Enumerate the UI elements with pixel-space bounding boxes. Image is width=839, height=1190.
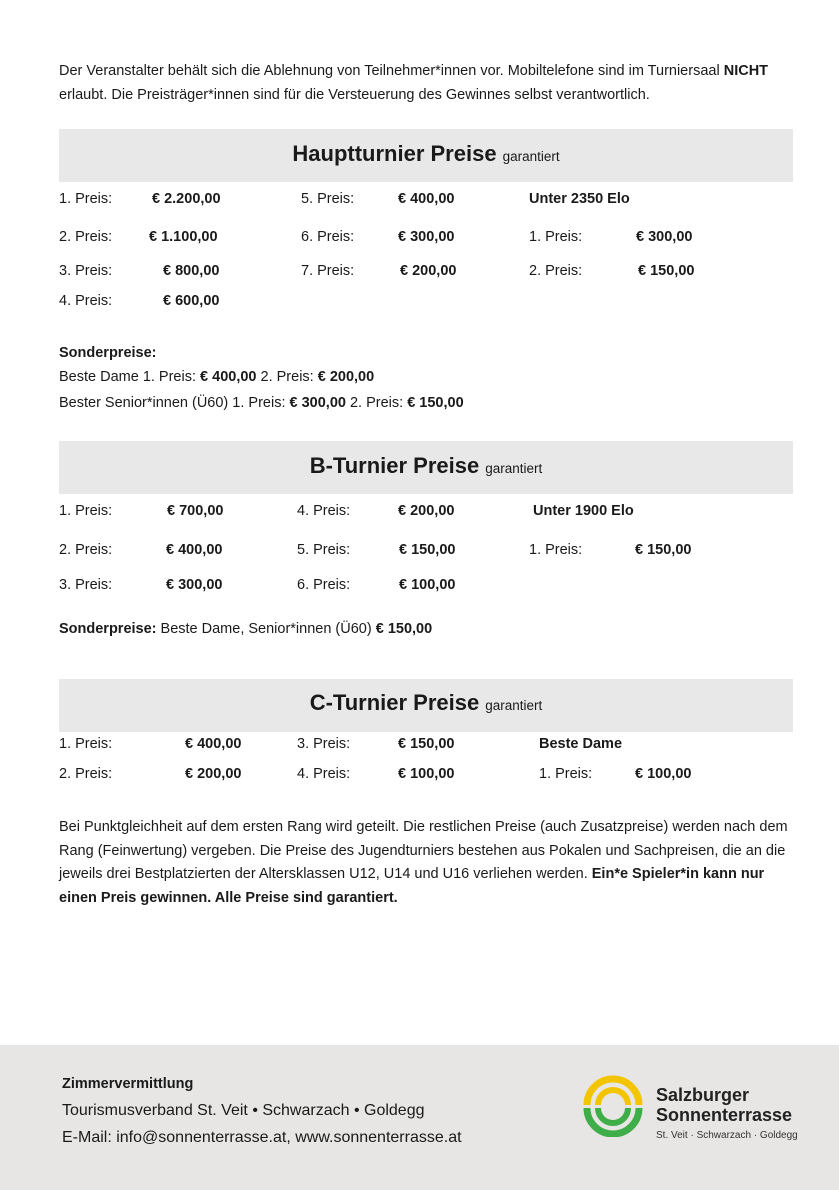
b-prize-4-label: 4. Preis:: [297, 503, 351, 519]
hauptturnier-guaranteed: garantiert: [502, 149, 560, 164]
bturnier-header: [59, 441, 793, 494]
footer: [0, 1045, 839, 1190]
cturnier-header: [59, 679, 793, 732]
rules-text: Bei Punktgleichheit auf dem ersten Rang wird geteilt. Die restlichen Preise (auch Zusatzpreise) werden nach dem Rang (Feinwertung) vergeben. Die Preise des Jugendturniers bestehen aus Pokalen und Sachpreisen, die an die jeweils drei Bestplatzierten der Altersklassen U12, U14 und U16 verliehen werden.: [59, 819, 788, 882]
b-prize-2-amount: € 400,00: [166, 542, 223, 558]
haupt-prize-2-amount: € 1.100,00: [149, 229, 218, 245]
b-elo-header: Unter 1900 Elo: [533, 503, 634, 519]
intro-text-2: erlaubt. Die Preisträger*innen sind für die Versteuerung des Gewinnes selbst verantwortlich.: [59, 86, 650, 103]
haupt-prize-3-label: 3. Preis:: [59, 263, 113, 279]
c-dame-prize-1-amount: € 100,00: [635, 766, 692, 782]
b-prize-3-label: 3. Preis:: [59, 577, 113, 593]
c-prize-3-amount: € 150,00: [398, 736, 455, 752]
haupt-special-senior-b: € 300,00: [289, 395, 346, 411]
footer-heading: Zimmervermittlung: [62, 1076, 194, 1092]
haupt-elo-header: Unter 2350 Elo: [529, 191, 630, 207]
b-prize-1-label: 1. Preis:: [59, 503, 113, 519]
hauptturnier-header: [59, 129, 793, 182]
c-prize-4-label: 4. Preis:: [297, 766, 351, 782]
b-special-line: [59, 618, 432, 642]
b-prize-4-amount: € 200,00: [398, 503, 455, 519]
haupt-special-dame-a: Beste Dame 1. Preis:: [59, 369, 201, 385]
rules-paragraph: [59, 816, 799, 910]
b-special-title: Sonderpreise:: [59, 621, 157, 637]
intro-text-bold: NICHT: [723, 63, 769, 79]
haupt-prize-5-label: 5. Preis:: [301, 191, 355, 207]
bturnier-title: B-Turnier Preise: [309, 453, 480, 478]
cturnier-title: C-Turnier Preise: [309, 690, 480, 715]
haupt-prize-1-amount: € 2.200,00: [152, 191, 221, 207]
haupt-prize-3-amount: € 800,00: [163, 263, 220, 279]
haupt-special-dame-c: 2. Preis:: [256, 369, 318, 385]
b-elo-prize-1-label: 1. Preis:: [529, 542, 583, 558]
c-dame-header: Beste Dame: [539, 736, 623, 752]
b-prize-1-amount: € 700,00: [167, 503, 224, 519]
intro-text-1: Der Veranstalter behält sich die Ablehnung von Teilnehmer*innen vor. Mobiltelefone sind im Turniersaal: [59, 63, 724, 79]
logo-text-line1: Salzburger: [656, 1085, 750, 1105]
footer-address: Tourismusverband St. Veit • Schwarzach • Goldegg: [62, 1102, 425, 1119]
haupt-special-dame-b: € 400,00: [200, 369, 257, 385]
b-elo-prize-1-amount: € 150,00: [635, 542, 692, 558]
haupt-prize-1-label: 1. Preis:: [59, 191, 113, 207]
haupt-elo-prize-1-label: 1. Preis:: [529, 229, 583, 245]
haupt-prize-7-label: 7. Preis:: [301, 263, 355, 279]
haupt-special-senior: [59, 392, 464, 416]
haupt-elo-prize-2-label: 2. Preis:: [529, 263, 583, 279]
rules-text-bold: Ein*e Spieler*in kann nur einen Preis gewinnen. Alle Preise sind garantiert.: [59, 866, 765, 906]
haupt-prize-4-amount: € 600,00: [163, 293, 220, 309]
sonnenterrasse-logo-icon: [582, 1075, 644, 1137]
haupt-special-dame: [59, 366, 374, 390]
b-special-amount: € 150,00: [375, 621, 433, 637]
haupt-special-senior-a: Bester Senior*innen (Ü60) 1. Preis:: [59, 395, 290, 411]
hauptturnier-title: Hauptturnier Preise: [292, 141, 497, 166]
intro-paragraph: [59, 60, 789, 107]
c-prize-3-label: 3. Preis:: [297, 736, 351, 752]
logo-text-line2: Sonnenterrasse: [656, 1105, 793, 1125]
b-special-text: Beste Dame, Senior*innen (Ü60): [156, 621, 376, 637]
c-prize-2-amount: € 200,00: [185, 766, 242, 782]
haupt-prize-2-label: 2. Preis:: [59, 229, 113, 245]
c-prize-1-amount: € 400,00: [185, 736, 242, 752]
haupt-prize-5-amount: € 400,00: [398, 191, 455, 207]
c-dame-prize-1-label: 1. Preis:: [539, 766, 593, 782]
b-prize-6-label: 6. Preis:: [297, 577, 351, 593]
logo-subtitle: St. Veit · Schwarzach · Goldegg: [656, 1130, 798, 1141]
b-prize-2-label: 2. Preis:: [59, 542, 113, 558]
haupt-special-senior-d: € 150,00: [407, 395, 464, 411]
c-prize-2-label: 2. Preis:: [59, 766, 113, 782]
haupt-prize-7-amount: € 200,00: [400, 263, 457, 279]
b-prize-5-label: 5. Preis:: [297, 542, 351, 558]
c-prize-1-label: 1. Preis:: [59, 736, 113, 752]
haupt-prize-4-label: 4. Preis:: [59, 293, 113, 309]
b-prize-6-amount: € 100,00: [399, 577, 456, 593]
haupt-special-dame-d: € 200,00: [317, 369, 375, 385]
haupt-elo-prize-2-amount: € 150,00: [638, 263, 695, 279]
haupt-elo-prize-1-amount: € 300,00: [636, 229, 693, 245]
b-prize-5-amount: € 150,00: [399, 542, 456, 558]
bturnier-guaranteed: garantiert: [485, 461, 543, 476]
c-prize-4-amount: € 100,00: [398, 766, 455, 782]
haupt-special-senior-c: 2. Preis:: [345, 395, 408, 411]
cturnier-guaranteed: garantiert: [485, 698, 543, 713]
haupt-special-title: Sonderpreise:: [59, 345, 157, 361]
footer-contact[interactable]: E-Mail: info@sonnenterrasse.at, www.sonnenterrasse.at: [62, 1129, 462, 1146]
haupt-prize-6-amount: € 300,00: [398, 229, 455, 245]
haupt-prize-6-label: 6. Preis:: [301, 229, 355, 245]
b-prize-3-amount: € 300,00: [166, 577, 223, 593]
